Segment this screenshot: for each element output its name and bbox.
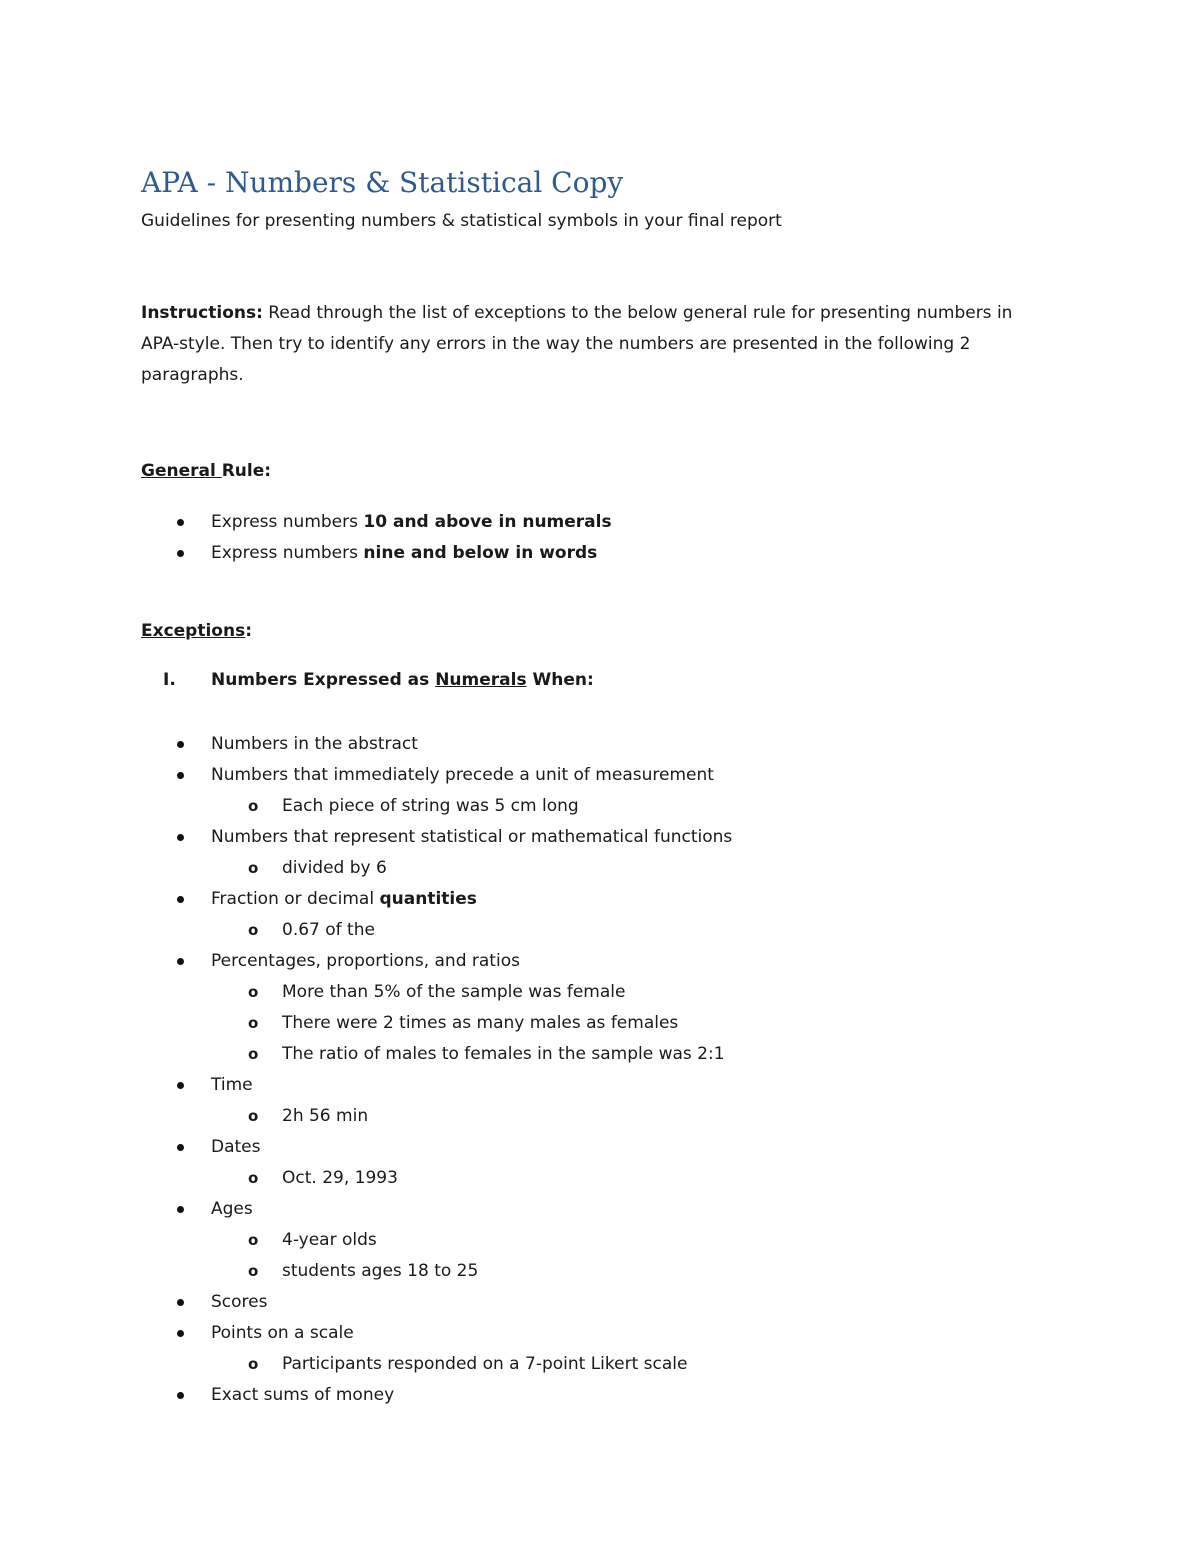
exceptions-list xyxy=(141,729,732,1411)
rule-emphasis: nine and below in words xyxy=(363,543,598,563)
item-text: Numbers in the abstract xyxy=(211,734,418,754)
sub-list-item xyxy=(141,1101,732,1132)
general-rule-heading xyxy=(141,461,271,481)
sub-bullet-icon: o xyxy=(248,1045,259,1063)
list-item xyxy=(141,1132,732,1163)
list-item xyxy=(141,538,612,569)
general-rule-label-underlined: General xyxy=(141,461,222,481)
sub-list-item xyxy=(141,977,732,1008)
item-text: Numbers that immediately precede a unit of measurement xyxy=(211,765,714,785)
general-rule-list xyxy=(141,507,612,569)
bullet-icon xyxy=(177,1082,184,1089)
bullet-icon xyxy=(177,834,184,841)
bullet-icon xyxy=(177,772,184,779)
list-item xyxy=(141,729,732,760)
list-item xyxy=(141,1287,732,1318)
rule-prefix: Express numbers xyxy=(211,512,364,532)
sub-bullet-icon: o xyxy=(248,1262,259,1280)
item-text: Dates xyxy=(211,1137,261,1157)
heading-underlined: Numerals xyxy=(435,670,527,690)
sub-bullet-icon: o xyxy=(248,983,259,1001)
document-title: APA - Numbers & Statistical Copy xyxy=(141,166,624,199)
sub-item-text: 2h 56 min xyxy=(282,1106,369,1126)
item-text: Time xyxy=(211,1075,253,1095)
bullet-icon xyxy=(177,1206,184,1213)
roman-numeral: I. xyxy=(163,670,176,690)
exceptions-label-underlined: Exceptions xyxy=(141,621,246,641)
sub-item-text: Participants responded on a 7-point Likert scale xyxy=(282,1354,688,1374)
sub-bullet-icon: o xyxy=(248,859,259,877)
bullet-icon xyxy=(177,1144,184,1151)
sub-item-text: 0.67 of the xyxy=(282,920,375,940)
sub-bullet-icon: o xyxy=(248,921,259,939)
document-subtitle: Guidelines for presenting numbers & statistical symbols in your final report xyxy=(141,211,782,231)
exceptions-heading xyxy=(141,621,252,641)
sub-item-text: More than 5% of the sample was female xyxy=(282,982,626,1002)
sub-bullet-icon: o xyxy=(248,797,259,815)
list-item xyxy=(141,507,612,538)
instructions-text: Read through the list of exceptions to the below general rule for presenting numbers in APA-style. Then try to identify any errors in the way the numbers are presented in the following 2 paragraphs. xyxy=(141,303,1013,385)
sub-item-text: The ratio of males to females in the sample was 2:1 xyxy=(282,1044,725,1064)
sub-item-text: Each piece of string was 5 cm long xyxy=(282,796,579,816)
list-item xyxy=(141,1318,732,1349)
item-text: Points on a scale xyxy=(211,1323,354,1343)
bullet-icon xyxy=(177,550,184,557)
sub-list-item xyxy=(141,1163,732,1194)
sub-item-text: students ages 18 to 25 xyxy=(282,1261,479,1281)
bullet-icon xyxy=(177,741,184,748)
rule-prefix: Express numbers xyxy=(211,543,364,563)
sub-list-item xyxy=(141,1225,732,1256)
list-item xyxy=(141,1194,732,1225)
exceptions-label-rest: : xyxy=(245,621,253,641)
sub-list-item xyxy=(141,1349,732,1380)
sub-bullet-icon: o xyxy=(248,1231,259,1249)
sub-bullet-icon: o xyxy=(248,1355,259,1373)
bullet-icon xyxy=(177,1299,184,1306)
bullet-icon xyxy=(177,958,184,965)
sub-list-item xyxy=(141,915,732,946)
sub-bullet-icon: o xyxy=(248,1014,259,1032)
instructions-label: Instructions: xyxy=(141,303,263,323)
numerals-section-heading xyxy=(163,670,594,690)
item-text: Exact sums of money xyxy=(211,1385,395,1405)
list-item xyxy=(141,1070,732,1101)
list-item xyxy=(141,822,732,853)
sub-list-item xyxy=(141,1039,732,1070)
list-item xyxy=(141,946,732,977)
list-item xyxy=(141,884,732,915)
bullet-icon xyxy=(177,1392,184,1399)
heading-pre: Numbers Expressed as xyxy=(211,670,436,690)
item-emphasis: quantities xyxy=(379,889,477,909)
general-rule-label-rest: Rule: xyxy=(221,461,272,481)
item-text: Scores xyxy=(211,1292,268,1312)
bullet-icon xyxy=(177,1330,184,1337)
sub-bullet-icon: o xyxy=(248,1107,259,1125)
sub-item-text: 4-year olds xyxy=(282,1230,377,1250)
list-item xyxy=(141,760,732,791)
heading-post: When: xyxy=(526,670,594,690)
sub-item-text: There were 2 times as many males as females xyxy=(282,1013,679,1033)
sub-list-item xyxy=(141,1008,732,1039)
bullet-icon xyxy=(177,896,184,903)
item-text: Ages xyxy=(211,1199,253,1219)
bullet-icon xyxy=(177,519,184,526)
rule-emphasis: 10 and above in numerals xyxy=(363,512,612,532)
item-text: Percentages, proportions, and ratios xyxy=(211,951,520,971)
sub-list-item xyxy=(141,1256,732,1287)
item-text: Fraction or decimal xyxy=(211,889,380,909)
list-item xyxy=(141,1380,732,1411)
sub-list-item xyxy=(141,853,732,884)
sub-item-text: Oct. 29, 1993 xyxy=(282,1168,398,1188)
sub-bullet-icon: o xyxy=(248,1169,259,1187)
sub-list-item xyxy=(141,791,732,822)
item-text: Numbers that represent statistical or mathematical functions xyxy=(211,827,733,847)
instructions-paragraph xyxy=(141,298,1041,391)
sub-item-text: divided by 6 xyxy=(282,858,387,878)
